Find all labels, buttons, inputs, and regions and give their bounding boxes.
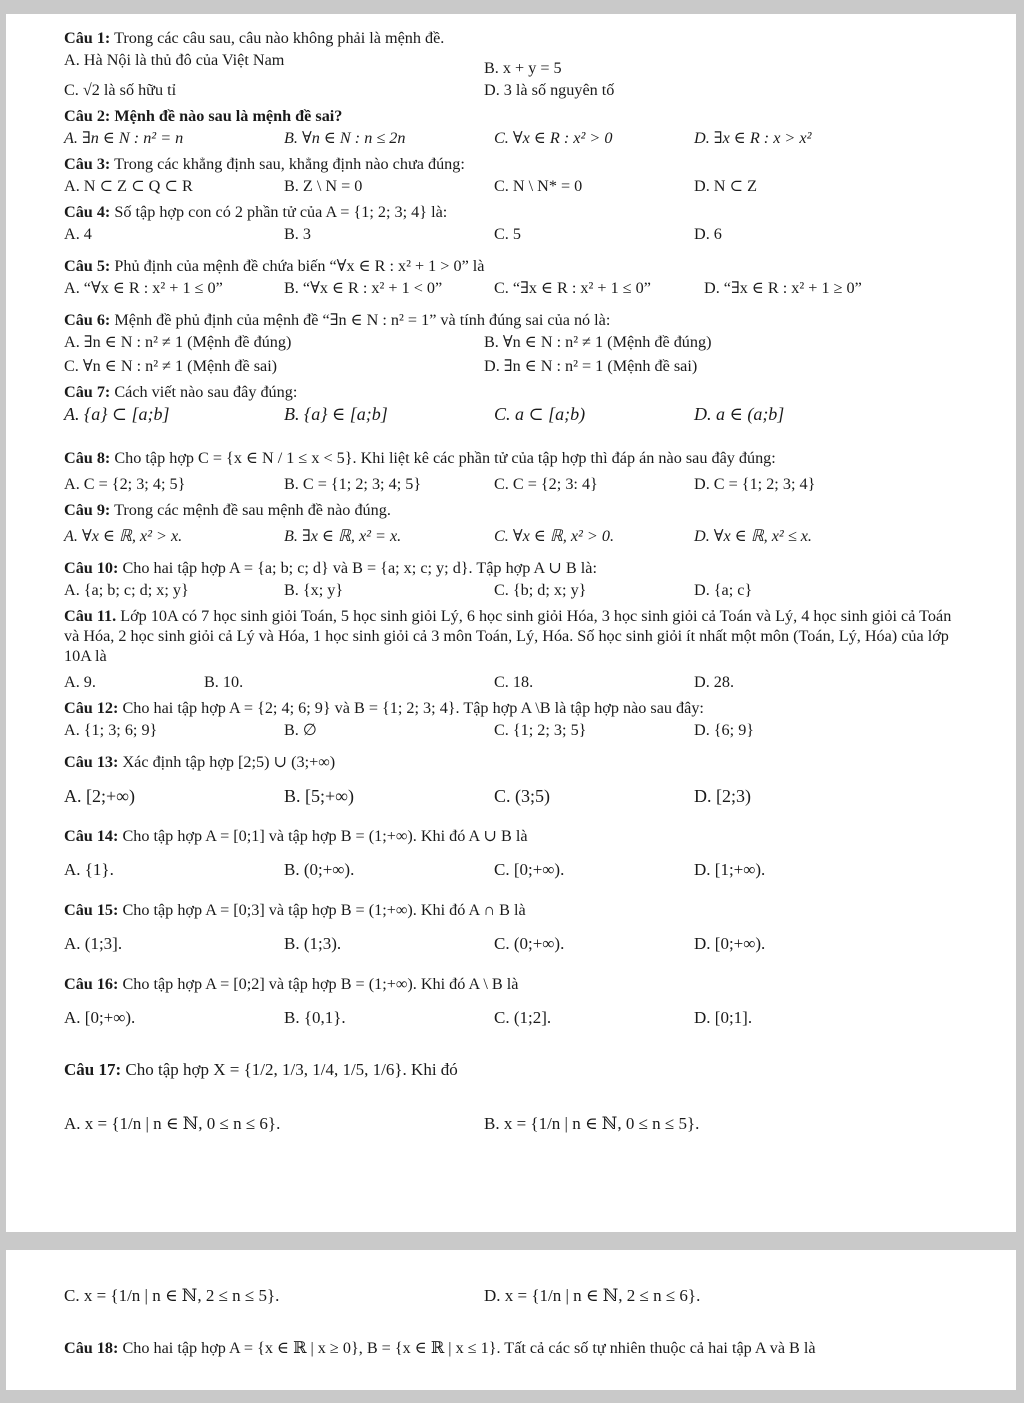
option-c: C. C = {2; 3: 4}	[494, 475, 598, 493]
question-text: Cho tập hợp A = [0;3] và tập hợp B = (1;+∞). Khi đó A ∩ B là	[122, 901, 526, 919]
option-b: B. [5;+∞)	[284, 786, 354, 806]
question-text: Cho hai tập hợp A = {x ∈ ℝ | x ≥ 0}, B = {x ∈ ℝ | x ≤ 1}. Tất cả các số tự nhiên thuộc cả hai tập A và B là	[122, 1339, 816, 1357]
option-c: C. x = {1/n | n ∈ ℕ, 2 ≤ n ≤ 5}.	[64, 1286, 280, 1305]
question-6	[64, 310, 964, 378]
option-c: C. ∀x ∈ ℝ, x² > 0.	[494, 527, 615, 545]
question-14	[64, 826, 964, 890]
option-c: C. √2 là số hữu tỉ	[64, 81, 177, 99]
option-d: D. ∃x ∈ R : x > x²	[694, 129, 812, 147]
option-b: B. Z \ N = 0	[284, 177, 363, 195]
option-d: D. [0;1].	[694, 1008, 753, 1027]
option-d: D. C = {1; 2; 3; 4}	[694, 475, 816, 493]
option-c: C. (1;2].	[494, 1008, 552, 1027]
option-d: D. a ∈ (a;b]	[694, 404, 785, 424]
question-number: Câu 15:	[64, 901, 119, 919]
option-b: B. “∀x ∈ R : x² + 1 < 0”	[284, 279, 443, 297]
question-number: Câu 11.	[64, 607, 117, 625]
option-d: D. ∀x ∈ ℝ, x² ≤ x.	[694, 527, 812, 545]
option-a: A. “∀x ∈ R : x² + 1 ≤ 0”	[64, 279, 223, 297]
option-a: A. x = {1/n | n ∈ ℕ, 0 ≤ n ≤ 6}.	[64, 1114, 281, 1133]
page-sheet-1	[6, 14, 1016, 1232]
option-b: B. ∅	[284, 721, 317, 739]
question-number: Câu 16:	[64, 975, 119, 993]
option-b: B. C = {1; 2; 3; 4; 5}	[284, 475, 422, 493]
option-b: B. (1;3).	[284, 934, 342, 953]
question-number: Câu 1:	[64, 29, 111, 47]
question-text: Phủ định của mệnh đề chứa biến “∀x ∈ R : x² + 1 > 0” là	[114, 257, 485, 275]
option-b: B. x + y = 5	[484, 59, 562, 77]
question-1	[64, 28, 964, 102]
option-b: B. (0;+∞).	[284, 860, 355, 879]
option-a: A. 9.	[64, 673, 96, 691]
option-b: B. ∀n ∈ N : n ≤ 2n	[284, 129, 406, 147]
question-18	[64, 1338, 964, 1358]
question-text: Trong các khẳng định sau, khẳng định nào chưa đúng:	[114, 155, 465, 173]
question-text: Cho tập hợp X = {1/2, 1/3, 1/4, 1/5, 1/6}. Khi đó	[125, 1060, 458, 1079]
option-c: C. {b; d; x; y}	[494, 581, 587, 599]
question-text: Trong các câu sau, câu nào không phải là mệnh đề.	[114, 29, 445, 47]
option-a: A. C = {2; 3; 4; 5}	[64, 475, 186, 493]
option-b: B. x = {1/n | n ∈ ℕ, 0 ≤ n ≤ 5}.	[484, 1114, 700, 1133]
question-number: Câu 8:	[64, 449, 111, 467]
option-b: B. {x; y}	[284, 581, 344, 599]
option-c: C. a ⊂ [a;b)	[494, 404, 586, 424]
question-number: Câu 6:	[64, 311, 111, 329]
question-text: Cho hai tập hợp A = {a; b; c; d} và B = {a; x; c; y; d}. Tập hợp A ∪ B là:	[122, 559, 597, 577]
question-text: Cách viết nào sau đây đúng:	[114, 383, 298, 401]
question-number: Câu 13:	[64, 753, 119, 771]
question-text: Cho tập hợp C = {x ∈ N / 1 ≤ x < 5}. Khi liệt kê các phần tử của tập hợp thì đáp án nào sau đây đúng:	[114, 449, 776, 467]
question-text: Mệnh đề phủ định của mệnh đề “∃n ∈ N : n² = 1” và tính đúng sai của nó là:	[114, 311, 611, 329]
option-a: A. {1}.	[64, 860, 114, 879]
question-17	[64, 1060, 964, 1144]
question-number: Câu 4:	[64, 203, 111, 221]
option-c: C. [0;+∞).	[494, 860, 565, 879]
option-c: C. 18.	[494, 673, 534, 691]
question-text: Trong các mệnh đề sau mệnh đề nào đúng.	[114, 501, 391, 519]
question-10	[64, 558, 964, 602]
question-4	[64, 202, 964, 246]
question-number: Câu 10:	[64, 559, 119, 577]
option-c: C. (0;+∞).	[494, 934, 565, 953]
option-b: B. ∃x ∈ ℝ, x² = x.	[284, 527, 402, 545]
option-a: A. Hà Nội là thủ đô của Việt Nam	[64, 51, 285, 69]
option-a: A. {a} ⊂ [a;b]	[64, 404, 170, 424]
question-text: Mệnh đề nào sau là mệnh đề sai?	[114, 107, 343, 125]
question-number: Câu 14:	[64, 827, 119, 845]
question-17-continued	[64, 1286, 964, 1316]
question-9	[64, 500, 964, 548]
question-text: Lớp 10A có 7 học sinh giỏi Toán, 5 học sinh giỏi Lý, 6 học sinh giỏi Hóa, 3 học sinh giỏi cả Toán và Lý, 4 học sinh giỏi cả Toán và Hóa, 2 học sinh giỏi cả Lý và Hóa, 1 học sinh giỏi cả 3 môn Toán, Lý, Hóa. Số học sinh giỏi ít nhất một môn (Toán, Lý, Hóa) của lớp 10A là	[64, 607, 952, 665]
question-text: Cho hai tập hợp A = {2; 4; 6; 9} và B = {1; 2; 3; 4}. Tập hợp A \B là tập hợp nào sau đây:	[122, 699, 704, 717]
question-number: Câu 7:	[64, 383, 111, 401]
option-d: D. x = {1/n | n ∈ ℕ, 2 ≤ n ≤ 6}.	[484, 1286, 701, 1305]
question-text: Số tập hợp con có 2 phần tử của A = {1; 2; 3; 4} là:	[114, 203, 448, 221]
option-d: D. 28.	[694, 673, 735, 691]
option-d: D. [1;+∞).	[694, 860, 766, 879]
question-number: Câu 3:	[64, 155, 111, 173]
question-5	[64, 256, 964, 300]
question-16	[64, 974, 964, 1038]
option-b: B. 10.	[204, 673, 244, 691]
page-sheet-2	[6, 1250, 1016, 1390]
option-d: D. N ⊂ Z	[694, 177, 758, 195]
question-3	[64, 154, 964, 198]
option-d: D. 6	[694, 225, 722, 243]
question-number: Câu 18:	[64, 1339, 119, 1357]
question-number: Câu 5:	[64, 257, 111, 275]
question-number: Câu 9:	[64, 501, 111, 519]
question-number: Câu 17:	[64, 1060, 122, 1079]
question-15	[64, 900, 964, 964]
option-c: C. ∀n ∈ N : n² ≠ 1 (Mệnh đề sai)	[64, 357, 278, 375]
option-a: A. {a; b; c; d; x; y}	[64, 581, 189, 599]
option-c: C. {1; 2; 3; 5}	[494, 721, 587, 739]
option-b: B. 3	[284, 225, 311, 243]
question-2	[64, 106, 964, 150]
option-d: D. ∃n ∈ N : n² = 1 (Mệnh đề sai)	[484, 357, 698, 375]
option-a: A. ∃n ∈ N : n² = n	[64, 129, 184, 147]
option-d: D. “∃x ∈ R : x² + 1 ≥ 0”	[704, 279, 862, 297]
option-d: D. [0;+∞).	[694, 934, 766, 953]
option-d: D. {a; c}	[694, 581, 753, 599]
option-a: A. [0;+∞).	[64, 1008, 136, 1027]
option-c: C. ∀x ∈ R : x² > 0	[494, 129, 613, 147]
question-text: Cho tập hợp A = [0;1] và tập hợp B = (1;+∞). Khi đó A ∪ B là	[122, 827, 528, 845]
question-7	[64, 382, 964, 438]
question-13	[64, 752, 964, 816]
option-c: C. 5	[494, 225, 521, 243]
question-11	[64, 606, 964, 694]
option-b: B. {a} ∈ [a;b]	[284, 404, 388, 424]
question-8	[64, 448, 964, 496]
option-b: B. {0,1}.	[284, 1008, 346, 1027]
option-a: A. N ⊂ Z ⊂ Q ⊂ R	[64, 177, 193, 195]
option-a: A. ∀x ∈ ℝ, x² > x.	[64, 527, 183, 545]
option-a: A. (1;3].	[64, 934, 123, 953]
option-c: C. (3;5)	[494, 786, 550, 806]
question-number: Câu 2:	[64, 107, 111, 125]
option-b: B. ∀n ∈ N : n² ≠ 1 (Mệnh đề đúng)	[484, 333, 712, 351]
option-a: A. 4	[64, 225, 92, 243]
option-a: A. [2;+∞)	[64, 786, 135, 806]
question-12	[64, 698, 964, 742]
option-c: C. N \ N* = 0	[494, 177, 583, 195]
question-number: Câu 12:	[64, 699, 119, 717]
option-a: A. {1; 3; 6; 9}	[64, 721, 158, 739]
option-d: D. {6; 9}	[694, 721, 755, 739]
question-text: Xác định tập hợp [2;5) ∪ (3;+∞)	[122, 753, 336, 771]
option-d: D. 3 là số nguyên tố	[484, 81, 615, 99]
option-a: A. ∃n ∈ N : n² ≠ 1 (Mệnh đề đúng)	[64, 333, 292, 351]
question-text: Cho tập hợp A = [0;2] và tập hợp B = (1;+∞). Khi đó A \ B là	[122, 975, 519, 993]
option-c: C. “∃x ∈ R : x² + 1 ≤ 0”	[494, 279, 651, 297]
option-d: D. [2;3)	[694, 786, 751, 806]
